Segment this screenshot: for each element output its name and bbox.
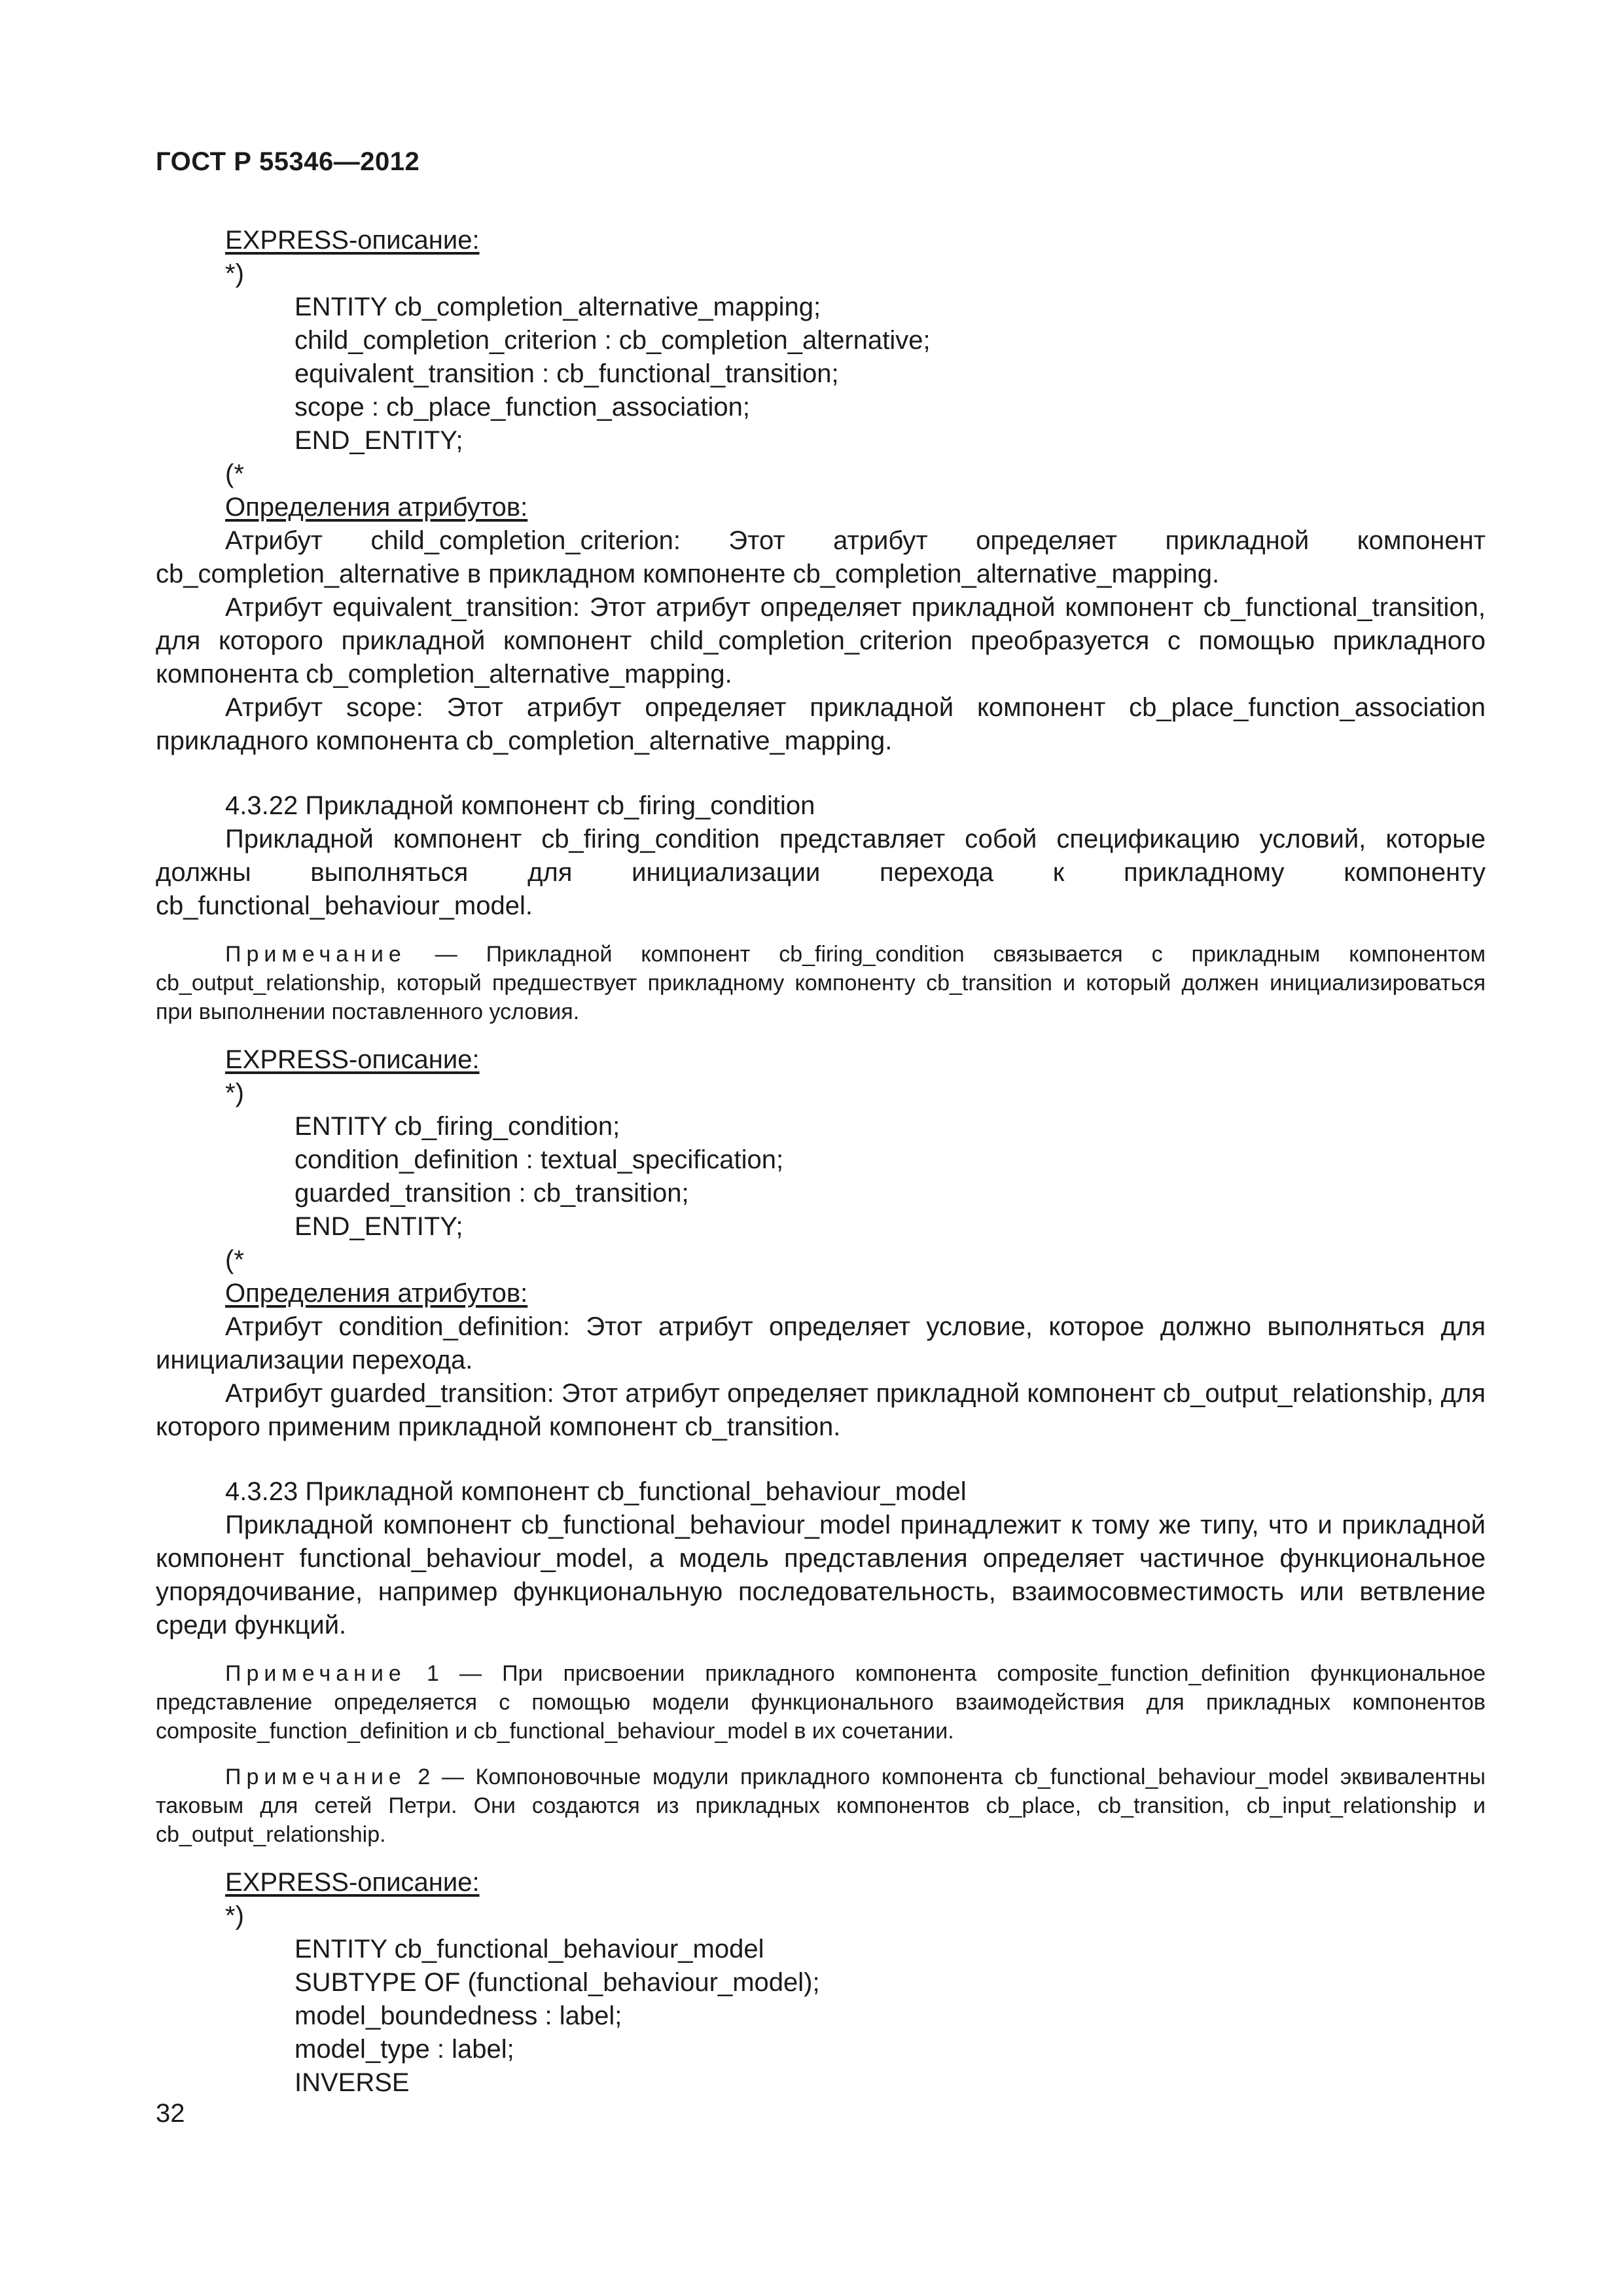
code-line: INVERSE bbox=[294, 2068, 410, 2097]
code-line: scope : cb_place_function_association; bbox=[294, 393, 751, 422]
note-1 bbox=[156, 1659, 1486, 1746]
code-line: END_ENTITY; bbox=[294, 1212, 463, 1241]
note-text: — Прикладной компонент cb_firing_condition связывается с прикладным компонентом cb_output_relationship, который предшествует прикладному компоненту cb_transition и который должен инициализироваться при выполнении поставленного условия. bbox=[156, 942, 1486, 1024]
note-2 bbox=[156, 1763, 1486, 1849]
note bbox=[156, 940, 1486, 1026]
code-line: model_type : label; bbox=[294, 2035, 514, 2064]
attribute-definition: Атрибут guarded_transition: Этот атрибут определяет прикладной компонент cb_output_relationship, для которого применим прикладной компонент cb_transition. bbox=[156, 1379, 1486, 1441]
standard-header: ГОСТ Р 55346—2012 bbox=[156, 147, 420, 176]
attribute-definitions-label: Определения атрибутов: bbox=[225, 1279, 528, 1308]
comment-open-marker: (* bbox=[225, 1246, 244, 1274]
code-line: child_completion_criterion : cb_completion_alternative; bbox=[294, 326, 931, 355]
attribute-definitions-label: Определения атрибутов: bbox=[225, 493, 528, 522]
section-heading: 4.3.23 Прикладной компонент cb_functional_behaviour_model bbox=[225, 1477, 967, 1506]
comment-close-marker: *) bbox=[225, 1901, 244, 1930]
section-intro: Прикладной компонент cb_firing_condition представляет собой спецификацию условий, которые должны выполняться для инициализации перехода к прикладному компоненту cb_functional_behaviour_model. bbox=[156, 825, 1486, 920]
page-number: 32 bbox=[156, 2099, 185, 2128]
note-text: 2 — Компоновочные модули прикладного компонента cb_functional_behaviour_model эквивалентны таковым для сетей Петри. Они создаются из прикладных компонентов cb_place, cb_transition, cb_input_relationship и cb_output_relationship. bbox=[156, 1765, 1486, 1847]
comment-close-marker: *) bbox=[225, 259, 244, 288]
code-line: SUBTYPE OF (functional_behaviour_model); bbox=[294, 1968, 820, 1997]
page-content bbox=[156, 224, 1486, 2100]
code-line: condition_definition : textual_specification; bbox=[294, 1145, 784, 1174]
note-label: Примечание bbox=[225, 942, 406, 967]
code-line: ENTITY cb_firing_condition; bbox=[294, 1112, 620, 1141]
attribute-definition: Атрибут scope: Этот атрибут определяет прикладной компонент cb_place_function_association прикладного компонента cb_completion_alternative_mapping. bbox=[156, 693, 1486, 755]
code-line: equivalent_transition : cb_functional_transition; bbox=[294, 359, 839, 388]
attribute-definition: Атрибут condition_definition: Этот атрибут определяет условие, которое должно выполняться для инициализации перехода. bbox=[156, 1312, 1486, 1374]
section-heading: 4.3.22 Прикладной компонент cb_firing_condition bbox=[225, 791, 815, 820]
code-line: END_ENTITY; bbox=[294, 426, 463, 455]
code-line: guarded_transition : cb_transition; bbox=[294, 1179, 689, 1208]
section-intro: Прикладной компонент cb_functional_behaviour_model принадлежит к тому же типу, что и прикладной компонент functional_behaviour_model, а модель представления определяет частичное функциональное упорядочивание, например функциональную последовательность, взаимосовместимость или ветвление среди функций. bbox=[156, 1511, 1486, 1640]
note-text: 1 — При присвоении прикладного компонента composite_function_definition функциональное представление определяется с помощью модели функционального взаимодействия для прикладных компонентов composite_function_definition и cb_functional_behaviour_model в их сочетании. bbox=[156, 1661, 1486, 1744]
code-line: model_boundedness : label; bbox=[294, 2001, 622, 2030]
comment-close-marker: *) bbox=[225, 1079, 244, 1107]
express-label: EXPRESS-описание: bbox=[225, 1045, 480, 1074]
note-label: Примечание bbox=[225, 1661, 406, 1686]
comment-open-marker: (* bbox=[225, 459, 244, 488]
code-line: ENTITY cb_functional_behaviour_model bbox=[294, 1935, 764, 1964]
express-label: EXPRESS-описание: bbox=[225, 226, 480, 255]
attribute-definition: Атрибут child_completion_criterion: Этот атрибут определяет прикладной компонент cb_completion_alternative в прикладном компоненте cb_completion_alternative_mapping. bbox=[156, 526, 1486, 588]
attribute-definition: Атрибут equivalent_transition: Этот атрибут определяет прикладной компонент cb_functional_transition, для которого прикладной компонент child_completion_criterion преобразуется с помощью прикладного компонента cb_completion_alternative_mapping. bbox=[156, 593, 1486, 689]
code-line: ENTITY cb_completion_alternative_mapping; bbox=[294, 293, 821, 321]
express-label: EXPRESS-описание: bbox=[225, 1868, 480, 1897]
note-label: Примечание bbox=[225, 1765, 406, 1789]
